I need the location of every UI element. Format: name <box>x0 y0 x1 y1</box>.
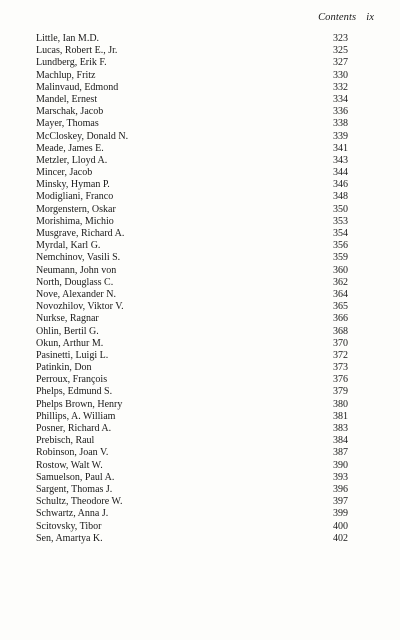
contents-entry <box>36 423 348 435</box>
contents-entry <box>36 338 348 350</box>
entry-name: Rostow, Walt W. <box>36 459 103 471</box>
entry-page-number: 376 <box>333 374 348 386</box>
entry-name: Mayer, Thomas <box>36 118 99 130</box>
entry-page-number: 379 <box>333 386 348 398</box>
entry-name: Mandel, Ernest <box>36 93 98 105</box>
entry-name: Posner, Richard A. <box>36 423 112 434</box>
contents-entry <box>36 204 348 216</box>
contents-entry <box>36 33 348 45</box>
contents-entry <box>36 386 348 398</box>
contents-entry <box>36 484 348 496</box>
entry-name: McCloskey, Donald N. <box>36 130 129 142</box>
contents-entry <box>36 228 348 240</box>
contents-entry <box>36 362 348 374</box>
entry-name: Marschak, Jacob <box>36 106 104 118</box>
entry-name: Lucas, Robert E., Jr. <box>36 45 118 57</box>
entry-page-number: 336 <box>333 106 348 118</box>
entry-name: Myrdal, Karl G. <box>36 240 101 252</box>
entry-page-number: 364 <box>333 288 348 300</box>
contents-entry <box>36 508 348 520</box>
entry-name: Patinkin, Don <box>36 362 92 374</box>
entry-page-number: 365 <box>333 301 348 313</box>
contents-entry <box>36 301 348 313</box>
contents-entry <box>36 472 348 484</box>
contents-entry <box>36 240 348 252</box>
contents-entry <box>36 277 348 289</box>
entry-page-number: 338 <box>333 118 348 130</box>
entry-name: Mincer, Jacob <box>36 167 93 179</box>
entry-name: Musgrave, Richard A. <box>36 228 125 239</box>
contents-entry <box>36 460 348 472</box>
contents-entry <box>36 70 348 82</box>
entry-name: Nemchinov, Vasili S. <box>36 252 121 264</box>
entry-name: Robinson, Joan V. <box>36 447 109 459</box>
entry-name: Phillips, A. William <box>36 410 116 422</box>
contents-entry <box>36 179 348 191</box>
entry-page-number: 380 <box>333 398 348 410</box>
entry-name: Nove, Alexander N. <box>36 288 116 300</box>
entry-page-number: 387 <box>333 447 348 459</box>
contents-entry <box>36 118 348 130</box>
entry-page-number: 370 <box>333 337 348 349</box>
entry-page-number: 354 <box>333 228 348 239</box>
contents-entry <box>36 435 348 447</box>
entry-page-number: 368 <box>333 325 348 337</box>
entry-page-number: 373 <box>333 362 348 374</box>
contents-entry <box>36 167 348 179</box>
entry-name: Prebisch, Raul <box>36 435 95 447</box>
entry-page-number: 397 <box>333 496 348 508</box>
page-folio: ix <box>366 12 374 23</box>
contents-entry <box>36 252 348 264</box>
contents-entry <box>36 191 348 203</box>
entry-name: Schultz, Theodore W. <box>36 496 123 508</box>
entry-name: North, Douglass C. <box>36 276 114 288</box>
entry-page-number: 327 <box>333 57 348 69</box>
entry-name: Morishima, Michio <box>36 215 114 227</box>
entry-page-number: 400 <box>333 520 348 532</box>
contents-entry <box>36 496 348 508</box>
entry-name: Morgenstern, Oskar <box>36 203 116 215</box>
entry-name: Samuelson, Paul A. <box>36 471 115 483</box>
entry-name: Ohlin, Bertil G. <box>36 325 99 337</box>
entry-page-number: 393 <box>333 471 348 483</box>
entry-name: Pasinetti, Luigi L. <box>36 349 109 361</box>
entry-name: Malinvaud, Edmond <box>36 81 119 93</box>
entry-page-number: 332 <box>333 81 348 93</box>
entry-page-number: 339 <box>333 130 348 142</box>
contents-entry <box>36 94 348 106</box>
entry-page-number: 399 <box>333 508 348 520</box>
contents-entry <box>36 313 348 325</box>
running-head-section: Contents <box>318 12 357 23</box>
entry-page-number: 384 <box>333 435 348 447</box>
contents-entry <box>36 411 348 423</box>
entry-name: Lundberg, Erik F. <box>36 57 107 69</box>
entry-page-number: 350 <box>333 203 348 215</box>
contents-entry <box>36 374 348 386</box>
entry-name: Machlup, Fritz <box>36 69 96 81</box>
entry-page-number: 330 <box>333 69 348 81</box>
entry-page-number: 359 <box>333 252 348 264</box>
contents-list <box>36 33 348 545</box>
entry-name: Modigliani, Franco <box>36 191 114 203</box>
entry-page-number: 353 <box>333 215 348 227</box>
contents-entry <box>36 216 348 228</box>
entry-name: Little, Ian M.D. <box>36 33 100 44</box>
contents-entry <box>36 143 348 155</box>
contents-entry <box>36 265 348 277</box>
entry-name: Sen, Amartya K. <box>36 532 103 544</box>
contents-entry <box>36 57 348 69</box>
entry-page-number: 346 <box>333 179 348 191</box>
contents-entry <box>36 350 348 362</box>
entry-page-number: 348 <box>333 191 348 203</box>
entry-name: Meade, James E. <box>36 142 104 154</box>
entry-page-number: 344 <box>333 167 348 179</box>
entry-name: Okun, Arthur M. <box>36 337 104 349</box>
entry-page-number: 366 <box>333 313 348 325</box>
contents-entry <box>36 326 348 338</box>
contents-entry <box>36 447 348 459</box>
contents-entry <box>36 106 348 118</box>
entry-page-number: 381 <box>333 410 348 422</box>
entry-page-number: 390 <box>333 459 348 471</box>
entry-page-number: 323 <box>333 33 348 44</box>
entry-page-number: 372 <box>333 349 348 361</box>
contents-entry <box>36 289 348 301</box>
entry-name: Sargent, Thomas J. <box>36 483 113 495</box>
entry-name: Metzler, Lloyd A. <box>36 154 108 166</box>
contents-entry <box>36 399 348 411</box>
entry-page-number: 360 <box>333 264 348 276</box>
contents-entry <box>36 533 348 545</box>
running-head <box>318 12 374 23</box>
entry-name: Phelps, Edmund S. <box>36 386 113 398</box>
contents-entry <box>36 82 348 94</box>
entry-name: Schwartz, Anna J. <box>36 508 109 520</box>
entry-name: Novozhilov, Viktor V. <box>36 301 124 313</box>
entry-page-number: 383 <box>333 423 348 434</box>
entry-page-number: 362 <box>333 276 348 288</box>
entry-page-number: 396 <box>333 483 348 495</box>
entry-name: Scitovsky, Tibor <box>36 520 102 532</box>
contents-entry <box>36 521 348 533</box>
entry-name: Neumann, John von <box>36 264 117 276</box>
entry-name: Minsky, Hyman P. <box>36 179 110 191</box>
entry-name: Phelps Brown, Henry <box>36 398 123 410</box>
entry-name: Nurkse, Ragnar <box>36 313 99 325</box>
entry-page-number: 343 <box>333 154 348 166</box>
contents-entry <box>36 155 348 167</box>
entry-page-number: 402 <box>333 532 348 544</box>
entry-page-number: 341 <box>333 142 348 154</box>
entry-page-number: 334 <box>333 93 348 105</box>
contents-entry <box>36 131 348 143</box>
contents-entry <box>36 45 348 57</box>
entry-page-number: 325 <box>333 45 348 57</box>
entry-page-number: 356 <box>333 240 348 252</box>
entry-name: Perroux, François <box>36 374 108 386</box>
